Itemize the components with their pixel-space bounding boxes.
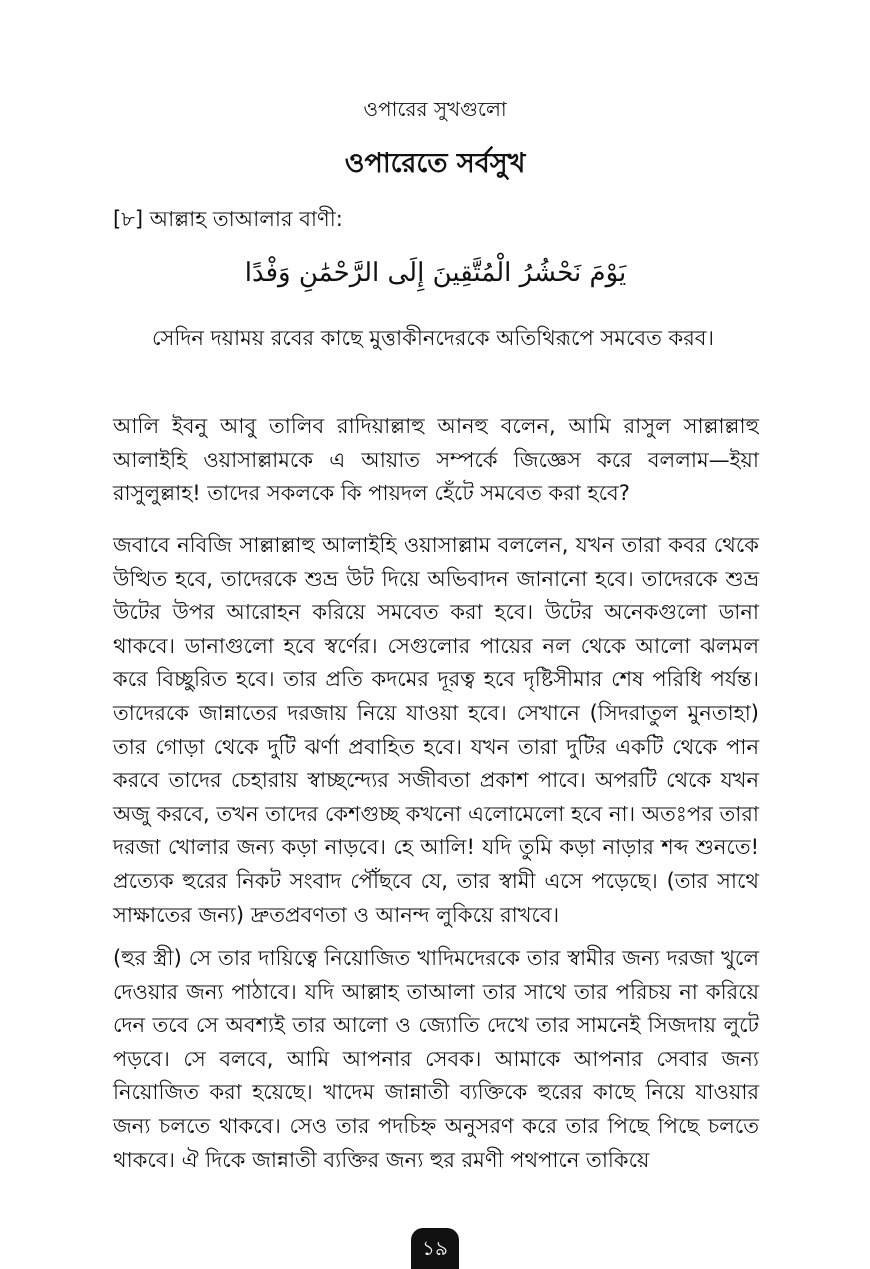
body-paragraph: (হুর স্ত্রী) সে তার দায়িত্বে নিয়োজিত খাদিমদেরকে তার স্বামীর জন্য দরজা খুলে দেওয়ার জন্য পাঠাবে। যদি আল্লাহ তাআলা তার সাথে তার পরিচয় না করিয়ে দেন তবে সে অবশ্যই তার আলো ও জ্যোতি দেখে তার সামনেই সিজদায় লুটে পড়বে। সে বলবে, আমি আপনার সেবক। আমাকে আপনার সেবার জন্য নিয়োজিত করা হয়েছে। খাদেম জান্নাতী ব্যক্তিকে হুরের কাছে নিয়ে যাওয়ার জন্য চলতে থাকবে। সেও তার পদচিহ্ন অনুসরণ করে তার পিছে পিছে চলতে থাকবে। ঐ দিকে জান্নাতী ব্যক্তির জন্য হুর রমণী পথপানে তাকিয়ে bbox=[113, 946, 759, 1172]
page-number-tab bbox=[411, 1228, 459, 1269]
running-head: ওপারের সুখগুলো bbox=[363, 97, 507, 121]
page-number: ১৯ bbox=[422, 1236, 448, 1260]
body-paragraph: আলি ইবনু আবু তালিব রাদিয়াল্লাহু আনহু বলেন, আমি রাসুল সাল্লাল্লাহু আলাইহি ওয়াসাল্লামকে এ আয়াত সম্পর্কে জিজ্ঞেস করে বললাম—ইয়া রাসুলুল্লাহ! তাদের সকলকে কি পায়দল হেঁটে সমবেত করা হবে? bbox=[113, 414, 759, 506]
body-paragraph: জবাবে নবিজি সাল্লাল্লাহু আলাইহি ওয়াসাল্লাম বললেন, যখন তারা কবর থেকে উত্থিত হবে, তাদেরকে শুভ্র উট দিয়ে অভিবাদন জানানো হবে। তাদেরকে শুভ্র উটের উপর আরোহন করিয়ে সমবেত করা হবে। উটের অনেকগুলো ডানা থাকবে। ডানাগুলো হবে স্বর্ণের। সেগুলোর পায়ের নল থেকে আলো ঝলমল করে বিচ্ছুরিত হবে। তার প্রতি কদমের দূরত্ব হবে দৃষ্টিসীমার শেষ পরিধি পর্যন্ত। তাদেরকে জান্নাতের দরজায় নিয়ে যাওয়া হবে। সেখানে (সিদরাতুল মুনতাহা) তার গোড়া থেকে দুটি ঝর্ণা প্রবাহিত হবে। যখন তারা দুটির একটি থেকে পান করবে তাদের চেহারায় স্বাচ্ছন্দ্যের সজীবতা প্রকাশ পাবে। অপরটি থেকে যখন অজু করবে, তখন তাদের কেশগুচ্ছ কখনো এলোমেলো হবে না। অতঃপর তারা দরজা খোলার জন্য কড়া নাড়বে। হে আলি! যদি তুমি কড়া নাড়ার শব্দ শুনতে! প্রত্যেক হুরের নিকট সংবাদ পৌঁছবে যে, তার স্বামী এসে পড়েছে। (তার সাথে সাক্ষাতের জন্য) দ্রুতপ্রবণতা ও আনন্দ লুকিয়ে রাখবে। bbox=[113, 533, 759, 927]
arabic-verse: يَوْمَ نَحْشُرُ الْمُتَّقِينَ إِلَى الرَّحْمَٰنِ وَفْدًا bbox=[244, 258, 627, 288]
verse-translation: সেদিন দয়াময় রবের কাছে মুত্তাকীনদেরকে অতিথিরূপে সমবেত করব। bbox=[152, 326, 714, 350]
verse-reference: [৮] আল্লাহ তাআলার বাণী: bbox=[113, 207, 343, 231]
chapter-title: ওপারেতে সর্বসুখ bbox=[344, 148, 526, 179]
